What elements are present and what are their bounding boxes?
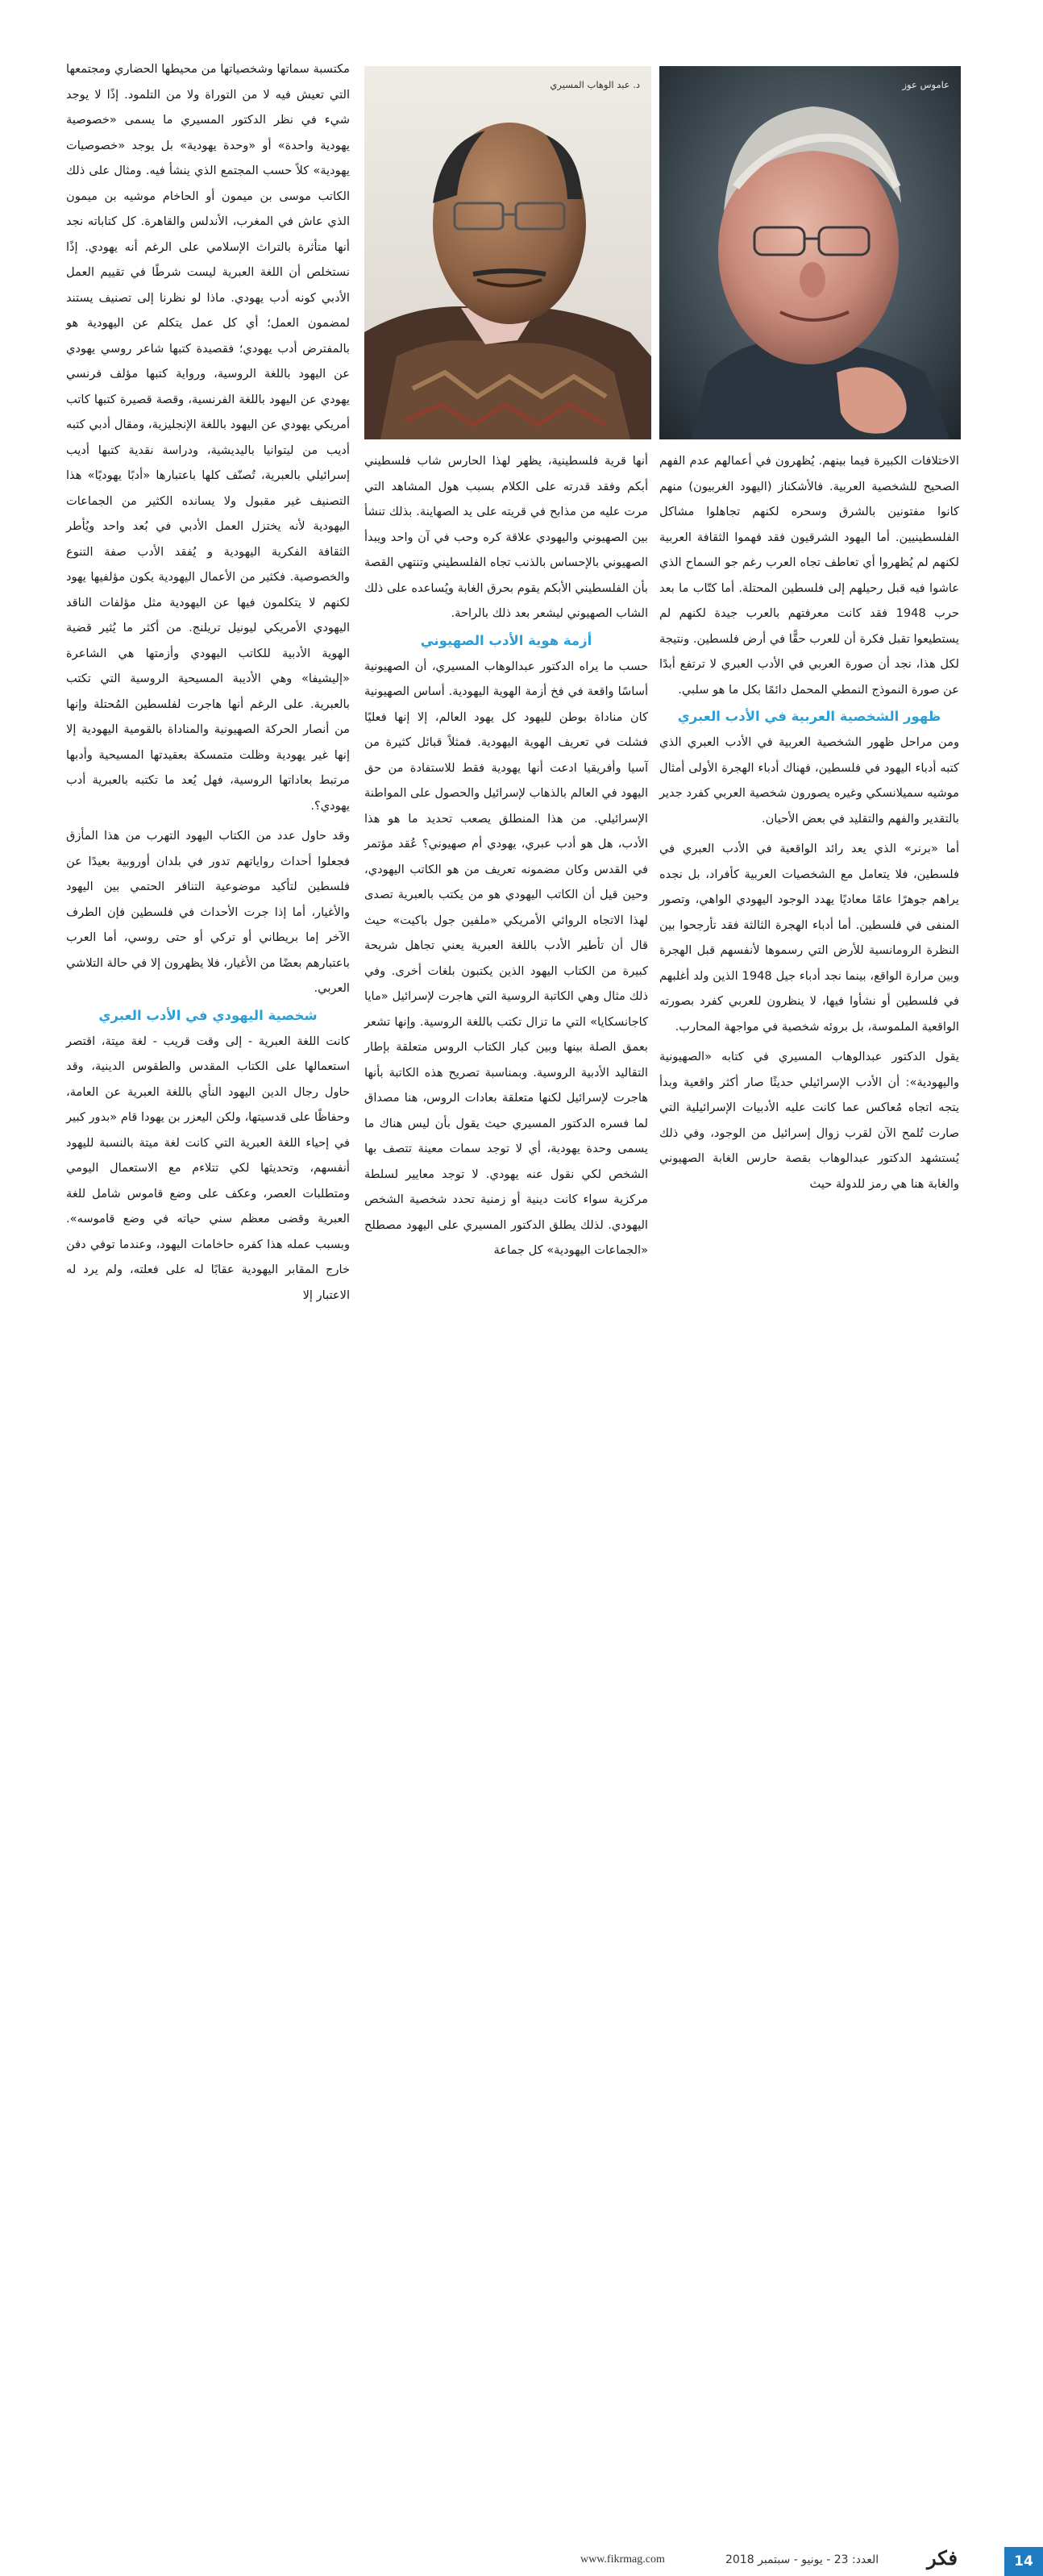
section-heading: ظهور الشخصية العربية في الأدب العبري (677, 709, 941, 724)
paragraph: الاختلافات الكبيرة فيما بينهم. يُظهرون في أعمالهم عدم الفهم الصحيح للشخصية العربية. فالأشكناز (اليهود الغربيون) منهم كانوا مفتونين بالشرق وسحره لكنهم تجاهلوا مشاكل الفلسطينيين. أما اليهود الشرقيون فقد فهموا الثقافة العربية لكنهم لم يُظهروا أي تعاطف تجاه العرب رغم جو السماح الذي عاشوا فيه قبل رحيلهم إلى فلسطين المحتلة. أما كتّاب ما بعد حرب 1948 فقد كانت معرفتهم بالعرب جيدة لكنهم لم يستطيعوا تقبل فكرة أن للعرب حقًّا في أرض فلسطين. ونتيجة لكل هذا، نجد أن صورة العربي في الأدب العبري لا ترتفع أبدًا عن صورة النموذج النمطي المحمل دائمًا بكل ما هو سلبي. (659, 454, 959, 697)
column-left (66, 56, 350, 1308)
amos-oz-caption: عاموس عوز (902, 79, 950, 90)
issue-info: العدد: 23 - يونيو - سبتمبر 2018 (725, 2553, 879, 2566)
paragraph: كانت اللغة العبرية - إلى وقت قريب - لغة ميتة، اقتصر استعمالها على الكتاب المقدس والطقوس الدينية، وقد حاول رجال الدين اليهود النأي باللغة العبرية عن العامة، وحفاظًا على قدسيتها، ولكن اليعزر بن يهودا قام «بدور كبير في إحياء اللغة العبرية التي كانت لغة ميتة بالنسبة لليهود أنفسهم، وتحديثها لكي تتلاءم مع الاستعمال اليومي ومتطلبات العصر، وعكف على وضع قاموس شامل للغة العبرية وقضى معظم سني حياته في وضع قاموسه». وبسبب عمله هذا كفره حاخامات اليهود، وعندما توفي دفن خارج المقابر اليهودية عقابًا له على فعلته، ولم يرد له الاعتبار إلا (66, 1034, 350, 1302)
paragraph: مكتسبة سماتها وشخصياتها من محيطها الحضاري ومجتمعها التي تعيش فيه لا من التوراة ولا من التلمود. إذًا لا يوجد شيء في نظر الدكتور المسيري ما يسمى «خصوصية يهودية واحدة» أو «وحدة يهودية» بل يوجد «خصوصيات يهودية» كلاً حسب المجتمع الذي ينشأ فيه. ومثال على ذلك الكاتب موسى بن ميمون أو الحاخام موشيه بن ميمون الذي عاش في المغرب، الأندلس والقاهرة. كل كتاباته نجد أنها متأثرة بالتراث الإسلامي على الرغم أنه يهودي. إذًا نستخلص أن اللغة العبرية ليست شرطًا في تقييم العمل الأدبي كونه أدب يهودي. ماذا لو نظرنا إلى تصنيف يستند لمضمون العمل؛ أي كل عمل يتكلم عن اليهودية هو بالمفترض أدب يهودي؛ فقصيدة كتبها شاعر روسي يهودي عن اليهود باللغة الروسية، ورواية كتبها مؤلف فرنسي يهودي عن اليهود باللغة الفرنسية، وقصة قصيرة كتبها كاتب أمريكي يهودي عن اليهود باللغة الإنجليزية، ومقال أدبي كتبه أديب من ليتوانيا باليديشية، ودراسة نقدية كتبها أديب إسرائيلي بالعبرية، تُصنّف كلها باعتبارها «أدبًا يهوديًا» هذا التصنيف غير مقبول ولا يسانده الكثير من الجماعات اليهودية لأنه يختزل العمل الأدبي في بُعد واحد ويُأطر الثقافة الفكرية اليهودية و يُفقد الأدب صفة التنوع والخصوصية. فكثير من الأعمال اليهودية يكون مؤلفيها يهود لكنهم لا يتكلمون فيها عن اليهودية مثل مؤلفات الناقد اليهودي الأمريكي ليونيل تريلنج. من أكثر ما يُثير قضية الهوية الأدبية للكاتب اليهودي وأزمتها هي الشاعرة «إليشيفا» وهي الأديبة المسيحية الروسية التي تكتب بالعبرية. على الرغم أنها هاجرت لفلسطين المُحتلة وإنها من أنصار الحركة الصهيونية والمناداة بالقومية اليهودية إلا إنها غير يهودية وظلت متمسكة بعقيدتها المسيحية وأدبها مرتبط بعاداتها الروسية، فهل يُعد ما تكتبه بالعبرية أدب يهودي؟. (66, 62, 350, 813)
section-heading: أزمة هوية الأدب الصهيوني (420, 632, 592, 648)
page-footer (0, 1272, 1043, 2570)
paragraph: وقد حاول عدد من الكتاب اليهود التهرب من هذا المأزق فجعلوا أحداث رواياتهم تدور في بلدان أوروبية بعيدًا عن فلسطين لتأكيد موضوعية التنافر الحتمي بين اليهود والأغيار، أما إذا جرت الأحداث في فلسطين فإن الطرف الآخر إما بريطاني أو تركي أو حتى روسي، أما العرب باعتبارهم بعضًا من الأغيار، فلا يظهرون إلا في حالة التلاشي العربي. (66, 829, 350, 995)
elmessiri-portrait (364, 66, 651, 439)
paragraph: أما «برنر» الذي يعد رائد الواقعية في الأدب العبري في فلسطين، فلا يتعامل مع الشخصيات العربية كأفراد، بل نجده يراهم جوهرًا عامًا معاديًا يهدد الوجود اليهودي الواهي، وتصور المنفى في فلسطين. أما أدباء الهجرة الثالثة فقد تأرجحوا بين النظرة الرومانسية للأرض التي رسموها لأنفسهم قبل الهجرة وبين مرارة الواقع، بينما نجد أدباء جيل 1948 الذين ولد أغلبهم في فلسطين أو نشأوا فيها، لا ينظرون للعربي كفرد بصورته الواقعية الملموسة، بل بروئه شخصية في مواجهة المحارب. (659, 842, 960, 1034)
elmessiri-caption: د. عبد الوهاب المسيري (550, 79, 640, 90)
website-url[interactable]: www.fikrmag.com (580, 2553, 665, 2566)
paragraph: ومن مراحل ظهور الشخصية العربية في الأدب العبري الذي كتبه أدباء اليهود في فلسطين، فهناك أدباء الهجرة الأولى أمثال موشيه سميلانسكي وغيره يصورون شخصية العربي كفرد جدير بالتقدير والفهم والتقليد في بعض الأحيان. (659, 735, 959, 826)
page-number: 14 (1004, 2547, 1043, 2576)
paragraph: أنها قرية فلسطينية، يظهر لهذا الحارس شاب فلسطيني أبكم وفقد قدرته على الكلام بسبب هول المشاهد التي مرت عليه من مذابح في قريته على يد الصهاينة. بذلك تنشأ بين الصهيوني واليهودي علاقة كره وحب في آن واحد ويبدأ الصهيوني بالإحساس بالذنب تجاه الفلسطيني وتنتهي القصة بأن الفلسطيني الأبكم يقوم بحرق الغابة ويُساعده على ذلك الشاب الصهيوني ليشعر بعد ذلك بالراحة. (364, 454, 648, 620)
paragraph: حسب ما يراه الدكتور عبدالوهاب المسيري، أن الصهيونية أساسًا واقعة في فخ أزمة الهوية اليهودية. أساس الصهيونية كان مناداة بوطن لليهود كل يهود العالم، إلا إنها فعليًا فشلت في تعريف الهوية اليهودية. فمثلاً قبائل كثيرة من آسيا وأفريقيا ادعت أنها يهودية فقط للاستفادة من حق اليهود في العالم بالذهاب لإسرائيل والحصول على المواطنة الإسرائيلي. من هذا المنطلق يصعب تحديد ما هو هذا الأدب، هل هو أدب عبري، يهودي أم صهيوني؟ عُقد مؤتمر في القدس وكان مضمونه تعريف من هو الكاتب اليهودي، وحين قيل أن الكاتب اليهودي هو من يكتب بالعبرية تصدى لهذا الاتجاه الروائي الأمريكي «ملفين جول باكيت» حيث قال أن تأطير الأدب باللغة العبرية يعني تجاهل شريحة كبيرة من الكتاب اليهود الذين يكتبون بلغات أخرى. وفي ذلك مثال وهي الكاتبة الروسية التي هاجرت لإسرائيل «مايا كاجانسكايا» التي ما تزال تكتب باللغة الروسية. وإنها تشعر بعمق الصلة بينها وبين كبار الكتاب الروس متعلقة بإطار التقاليد الأدبية الروسية. وبمناسبة تصريح هذه الكاتبة بأنها هاجرت لإسرائيل لكنها متعلقة بعادات الروس، هنا مصداق لما فسره الدكتور المسيري حيث يقول بأن ليس هناك ما يسمى وحدة يهودية، أي لا توجد سمات معينة تتصف بها الشخص لكي نقول عنه يهودي. لا توجد معايير لسلطة مركزية سواء كانت دينية أو زمنية تحدد شخصية الشخص اليهودي. لذلك يطلق الدكتور المسيري على اليهود مصطلح «الجماعات اليهودية» كل جماعة (364, 659, 648, 1257)
photo-elmessiri (364, 66, 651, 439)
photo-amos-oz (659, 66, 961, 439)
column-right (659, 448, 959, 1196)
section-heading: شخصية اليهودي في الأدب العبري (98, 1007, 318, 1023)
paragraph: يقول الدكتور عبدالوهاب المسيري في كتابه «الصهيونية واليهودية»: أن الأدب الإسرائيلي حديثًا صار أكثر واقعية وبدأ يتجه اتجاه مُعاكس عما كانت عليه الأدبيات الإسرائيلية التي صارت تُلمح الآن لقرب زوال إسرائيل من الوجود، وفي ذلك يُستشهد الدكتور عبدالوهاب بقصة حارس الغابة الصهيوني والغابة هنا هي رمز للدولة حيث (659, 1050, 959, 1191)
amos-oz-portrait (659, 66, 961, 439)
magazine-logo: فكر (927, 2546, 958, 2570)
column-middle (364, 448, 648, 1263)
